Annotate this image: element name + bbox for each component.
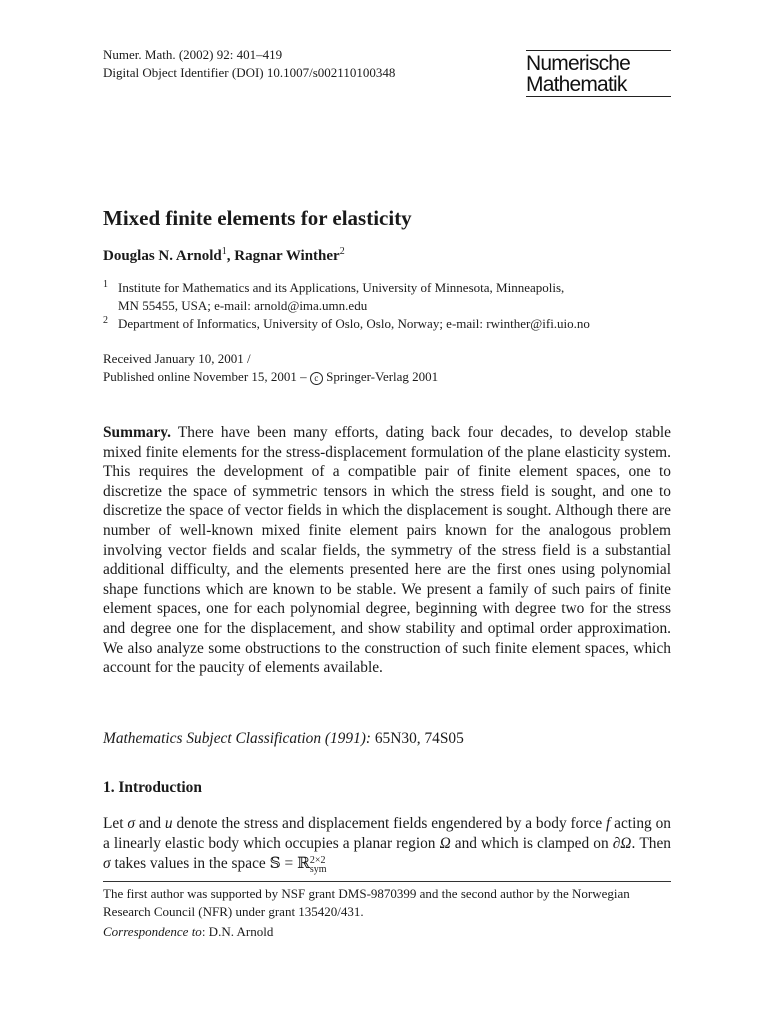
affiliation-mark: 2 [339,246,345,257]
journal-logo-line1: Numerische [526,52,631,75]
journal-logo-line2: Mathematik [526,73,627,96]
correspondence-name: : D.N. Arnold [201,924,274,939]
intro-paragraph: Let σ and u denote the stress and displacement fields engendered by a body force f acting on a linearly elastic body which occupies a planar region Ω and which is clamped on ∂Ω. Then σ takes values in the space 𝕊 = ℝ 2×2 sym [103,815,671,875]
abstract [103,423,671,678]
affiliation-mark: 1 [221,246,227,257]
msc-codes: 65N30, 74S05 [371,730,464,747]
journal-logo [526,50,671,97]
received-date: Received January 10, 2001 / [103,351,251,366]
published-date: Published online November 15, 2001 – c Springer-Verlag 2001 [103,369,439,384]
doi-line: Digital Object Identifier (DOI) 10.1007/s002110100348 [103,65,396,80]
publication-dates [103,350,438,386]
subject-classification [103,729,464,749]
correspondence [103,923,273,941]
correspondence-label: Correspondence to [103,924,202,939]
affiliation-line: MN 55455, USA; e-mail: arnold@ima.umn.edu [118,298,368,313]
footnote-rule [103,881,671,882]
journal-header [103,46,395,82]
author-list [103,246,345,265]
affiliation-2 [103,315,703,333]
msc-label: Mathematics Subject Classification (1991): [103,730,372,747]
funding-footnote: The first author was supported by NSF grant DMS-9870399 and the second author by the Norwegian Research Council (NFR) under grant 135420/431. [103,886,630,919]
publisher: Springer-Verlag 2001 [322,369,439,384]
affiliation-line: Department of Informatics, University of Oslo, Oslo, Norway; e-mail: rwinther@ifi.uio.no [118,316,590,331]
affiliation-line: Institute for Mathematics and its Applications, University of Minnesota, Minneapolis, [118,280,565,295]
author-name: Douglas N. Arnold [103,248,222,264]
copyright-icon: c [310,372,323,385]
affiliation-1 [103,279,683,315]
affiliation-number: 1 [103,279,108,290]
paper-title: Mixed finite elements for elasticity [103,206,412,230]
author-separator: , [226,248,235,264]
journal-citation: Numer. Math. (2002) 92: 401–419 [103,47,283,62]
abstract-body: There have been many efforts, dating back four decades, to develop stable mixed finite elements for the stress-displacement formulation of the plane elasticity system. This requires the development of a compatible pair of finite element spaces, one to discretize the space of symmetric tensors in which the stress field is sought, and one to discretize the space of vector fields in which the displacement is sought. Although there are number of well-known mixed finite element pairs known for the analogous problem involving vector fields and scalar fields, the symmetry of the stress field is a substantial additional difficulty, and the elements presented here are the first ones using polynomial shape functions which are known to be stable. We present a family of such pairs of finite element spaces, one for each polynomial degree, beginning with degree two for the stress and degree one for the displacement, and show stability and optimal order approximation. We also analyze some obstructions to the construction of such finite element spaces, which account for the paucity of elements available. [103,424,671,677]
section-heading: 1. Introduction [103,779,202,796]
affiliation-number: 2 [103,315,108,326]
author-name: Ragnar Winther [234,248,340,264]
abstract-heading: Summary. [103,424,171,441]
